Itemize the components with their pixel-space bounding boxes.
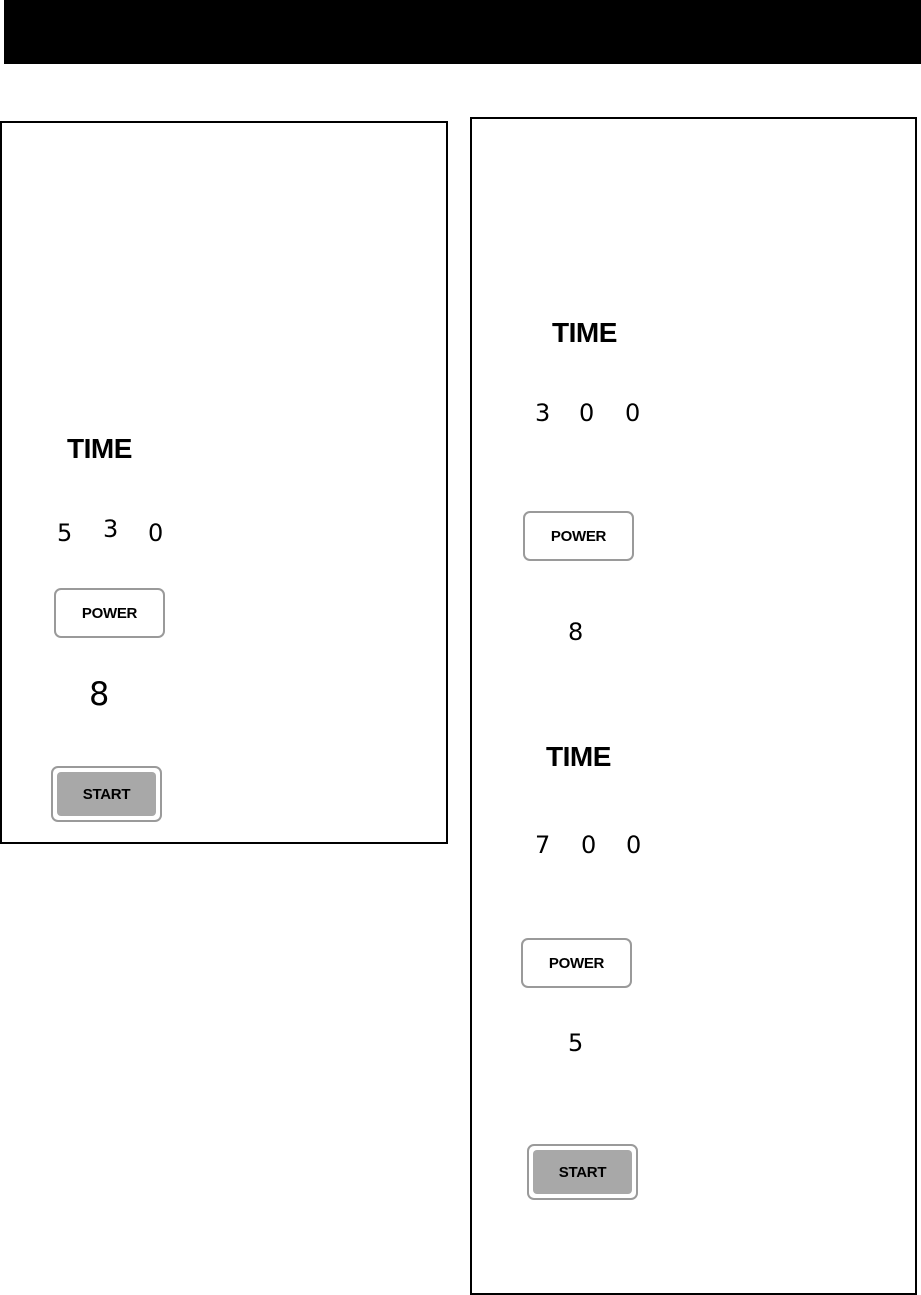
power-button[interactable] <box>521 938 632 988</box>
power-button-label: POWER <box>548 954 605 972</box>
start-button[interactable] <box>51 766 162 822</box>
left-instruction-panel <box>0 121 448 844</box>
digit-pad[interactable]: 3 <box>103 515 119 543</box>
start-button[interactable] <box>527 1144 638 1200</box>
power-level-digit[interactable]: 5 <box>568 1029 584 1057</box>
digit-pad[interactable]: 0 <box>626 831 642 859</box>
start-button-face <box>57 772 156 816</box>
start-button-label: START <box>558 1163 607 1181</box>
power-button[interactable] <box>523 511 634 561</box>
time-pad-label[interactable]: TIME <box>552 317 617 348</box>
power-level-digit[interactable]: 8 <box>89 675 110 713</box>
power-button-label: POWER <box>550 527 607 545</box>
header-bar <box>4 0 921 64</box>
digit-pad[interactable]: 5 <box>57 519 73 547</box>
digit-pad[interactable]: 0 <box>579 399 595 427</box>
power-level-digit[interactable]: 8 <box>568 618 584 646</box>
digit-pad[interactable]: 3 <box>535 399 551 427</box>
start-button-face <box>533 1150 632 1194</box>
time-pad-label[interactable]: TIME <box>546 741 611 772</box>
power-button-label: POWER <box>81 604 138 622</box>
time-pad-label[interactable]: TIME <box>67 433 132 464</box>
digit-pad[interactable]: 0 <box>148 519 164 547</box>
right-instruction-panel <box>470 117 917 1295</box>
digit-pad[interactable]: 0 <box>625 399 641 427</box>
start-button-label: START <box>82 785 131 803</box>
digit-pad[interactable]: 7 <box>535 831 551 859</box>
power-button[interactable] <box>54 588 165 638</box>
digit-pad[interactable]: 0 <box>581 831 597 859</box>
